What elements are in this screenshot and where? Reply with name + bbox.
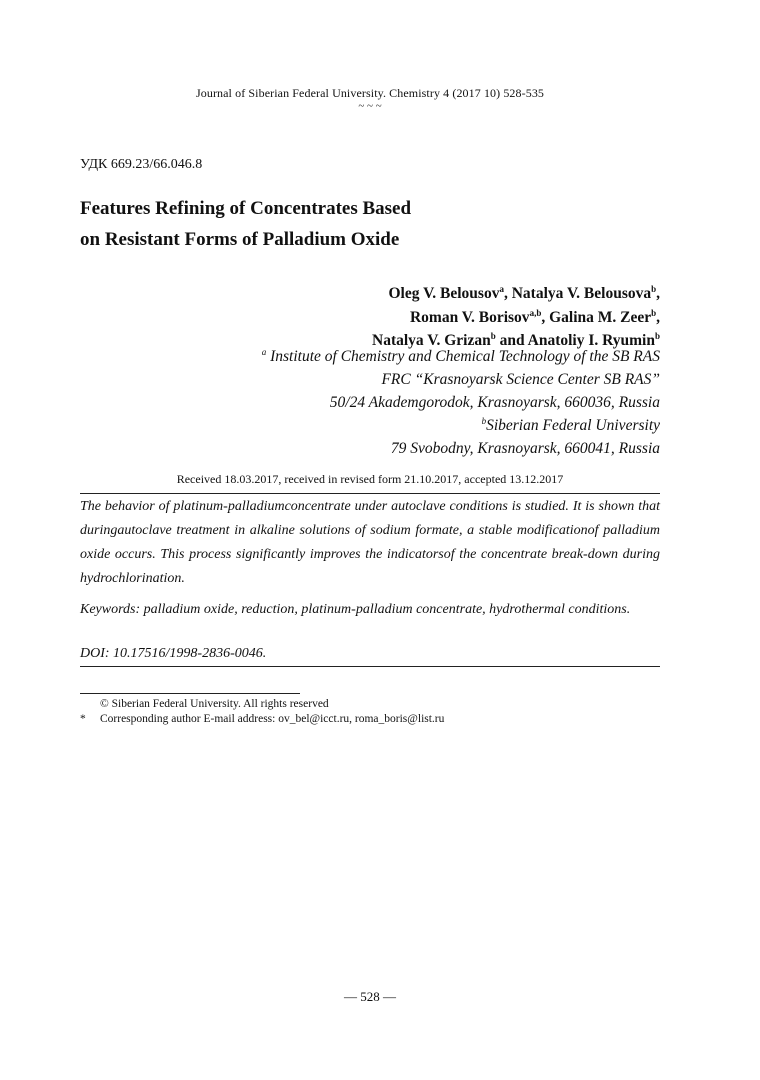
abstract-top-rule <box>80 493 660 494</box>
affiliation-line <box>262 345 660 368</box>
title-line-2: on Resistant Forms of Palladium Oxide <box>80 229 400 250</box>
keywords: Keywords: palladium oxide, reduction, platinum-palladium concentrate, hydrothermal conditions. <box>80 602 631 617</box>
author-sep: , <box>656 308 660 326</box>
article-title <box>80 193 411 255</box>
affiliation-text: FRC “Krasnoyarsk Science Center SB RAS” <box>381 371 660 388</box>
abstract-text: The behavior of platinum-palladiumconcentrate under autoclave conditions is studied. It is shown that duringautoclave treatment in alkaline solutions of sodium formate, a stable modificationof palladium oxide occurs. This process significantly improves the indicatorsof the concentrate break-down during hydrochlorination. <box>80 499 660 586</box>
affiliation-line <box>262 368 660 391</box>
author-affil-mark: b <box>651 307 657 318</box>
affiliation-line <box>262 391 660 414</box>
affil-mark: b <box>481 416 487 426</box>
affiliation-text: Institute of Chemistry and Chemical Technology of the SB RAS <box>266 348 660 365</box>
author-sep: , <box>541 308 550 326</box>
author-affil-mark: b <box>654 331 660 341</box>
author-sep: and <box>495 332 528 349</box>
footnotes <box>80 697 444 727</box>
author-affil-mark: b <box>490 331 496 341</box>
journal-header: Journal of Siberian Federal University. Chemistry 4 (2017 10) 528-535 <box>195 86 545 100</box>
author-affil-mark: b <box>651 284 657 294</box>
received-dates: Received 18.03.2017, received in revised form 21.10.2017, accepted 13.12.2017 <box>176 472 564 486</box>
abstract-bottom-rule <box>80 666 660 667</box>
affiliation-line <box>262 414 660 437</box>
footnote-text: © Siberian Federal University. All rights reserved <box>100 698 329 710</box>
author-name: Natalya V. Grizan <box>372 332 491 349</box>
author-name: Anatoliy I. Ryumin <box>527 332 655 349</box>
footnote-corresponding <box>80 712 444 727</box>
author-affil-mark: a,b <box>529 307 542 318</box>
author-line <box>372 282 660 306</box>
affiliation-text: 79 Svobodny, Krasnoyarsk, 660041, Russia <box>390 440 660 457</box>
affiliation-text: Siberian Federal University <box>486 417 660 434</box>
footnote-copyright <box>80 697 444 712</box>
author-name: Natalya V. Belousova <box>511 285 652 302</box>
author-sep: , <box>656 285 660 302</box>
title-line-1: Features Refining of Concentrates Based <box>80 198 412 219</box>
author-name: Galina M. Zeer <box>549 308 652 326</box>
affil-mark: a <box>261 347 267 357</box>
page-number: — 528 — <box>344 989 396 1004</box>
author-sep: , <box>503 285 512 302</box>
author-list <box>372 282 660 353</box>
footnote-text: Corresponding author E-mail address: ov_bel@icct.ru, roma_boris@list.ru <box>100 713 445 725</box>
affiliation-text: 50/24 Akademgorodok, Krasnoyarsk, 660036, Russia <box>329 394 660 411</box>
affiliation-block <box>262 345 660 460</box>
author-affil-mark: a <box>499 284 504 294</box>
doi: DOI: 10.17516/1998-2836-0046. <box>80 646 267 661</box>
footnote-mark: * <box>80 713 86 725</box>
author-name: Roman V. Borisov <box>409 308 530 326</box>
header-separator: ~ ~ ~ <box>358 100 382 112</box>
author-line <box>372 306 660 330</box>
affiliation-line <box>262 437 660 460</box>
author-name: Oleg V. Belousov <box>388 285 500 302</box>
footnote-rule <box>80 693 300 694</box>
udk-code: УДК 669.23/66.046.8 <box>80 157 203 172</box>
abstract <box>80 495 660 591</box>
